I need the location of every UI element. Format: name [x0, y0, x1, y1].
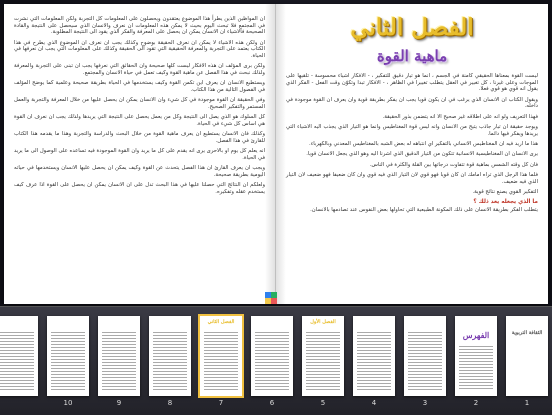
question-text: ما الذي يجعله يعد ذلك [478, 199, 538, 206]
app-logo-icon [265, 292, 277, 304]
paragraph: انه يعلم كل يوم او بالاحرى يرى انه يقدم على كل ما يريد وان القوة الموجودة فيه تساعده على الوصول الى ما يريد في الحياة. [14, 148, 265, 161]
paragraph: ان المواظين الذين يطرأ هذا الموضوع يعتقدون ويحصلون على المعلومات كل التجربة ولكن المعلومات التي نشرت في المجتمع فلا تبحث اليوم بحيث لا يمكن هذه المعلومات ان نعرف والانسان الذي سيحصل على النتيجة والقادة الصحيحة فالاشياء ان الانسان يمكن ان يحصل على المعرفة والفكر الذي يقود الى النتيجة المطلوبة. [14, 16, 265, 36]
paragraph: التفكير القوي يصنع نتائج قوية. [472, 189, 538, 196]
page-number: 9 [116, 399, 122, 407]
page-number: 4 [371, 399, 377, 407]
page-thumbnail[interactable] [353, 316, 395, 396]
page-number: 10 [63, 399, 73, 407]
thumbnail-text-lines [204, 330, 238, 390]
page-number: 2 [473, 399, 479, 407]
page-thumbnail[interactable] [302, 316, 344, 396]
paragraph: وفي الحقيقة ان القوة موجودة في كل شيء وان الانسان يمكن ان يحصل عليها من خلال المعرفة والتجربة والعمل المستمر والتفكير الصحيح. [14, 97, 265, 110]
thumbnail-text-lines [357, 330, 391, 390]
thumbnail-title: الفهرس [462, 330, 490, 340]
thumbnail-text-lines [306, 330, 340, 390]
paragraph: ويجب ان يعرف القارئ ان هذا الفصل يتحدث عن القوة وكيف يمكن ان يحصل عليها الانسان ويستخدمها في حياته اليومية بطريقة صحيحة. [14, 165, 265, 178]
page-thumbnail-strip[interactable] [0, 306, 552, 415]
page-thumbnail[interactable] [200, 316, 242, 396]
page-thumbnail[interactable] [455, 316, 497, 396]
paragraph: يرى الانسان ان المغناطيسية الانسانية تتكون من التيار الدقيق الذي اشرنا اليه وهو الذي يجعل الانسان قويا. [306, 151, 538, 158]
question-line [286, 199, 538, 206]
thumbnail-text-lines [102, 330, 136, 390]
paragraph: ويوجد حقيقة ان تيار جاذب يتيح من الانسان وانه ليس قوة المغناطيس وانما هو التيار الذي يجذب اليه الاشياء التي يريدها ويفكر فيها دائما. [286, 123, 538, 137]
thumbnail-title: الفصل الثاني [207, 319, 235, 325]
thumbnail-title: الثقافة التربوية [511, 330, 543, 336]
paragraph: فلما هذا الرجل الذي تراه امامك ان كان قويا فهو قوي لان التيار الذي فيه قوي وان كان ضعيفا فهو ضعيف لان التيار الذي فيه ضعيف. [286, 172, 538, 185]
page-thumbnail[interactable] [98, 316, 140, 396]
paragraph: ان ولكن هذه الاشياء لا يمكن ان نعرف الحقيقة بوضوح وكذلك يجب ان نعرف ان الموضوع الذي يطرح في هذا الكتاب يعتمد على التجربة والمعرفة الحقيقية التي تقود الى الحقيقة وكذلك على المعلومات التي يجب ان نعرفها في الحياة. [14, 39, 265, 59]
paragraph: كل السلوك هو الذي يصل الى النتيجة وكل من يعمل يحصل على النتيجة التي يريدها ولذلك يجب ان نعرف ان القوة هي اساس كل شيء في الحياة. [14, 114, 265, 127]
chapter-title: الفصل الثاني [350, 14, 474, 41]
page-thumbnail[interactable] [404, 316, 446, 396]
gutter-shadow [265, 4, 275, 304]
page-number: 5 [320, 399, 326, 407]
thumbnail-text-lines [153, 330, 187, 390]
page-number: 7 [218, 399, 224, 407]
paragraph: هذا ما اريد فيه ان المغناطيس الانساني بالتفكير اي انتباهه له بعض الشبه بالمغناطيس المعدني وبالكهرباء. [309, 140, 538, 147]
paragraph: ليست القوة بمعناها الحقيقي كامنة في الجسم ، انما هو تيار دقيق للتفكير ، - الافكار اشياء محسوسة - تلقيها على الموجات وعلى غيرنا ، كل تغيير في العقل يتطلب تغييرا في الظاهر ، - الافكار تبدا وتكوّن وقت الفعل - الفكر الذي يقول انه قوي هو قوي فعلا. [286, 73, 538, 93]
paragraph: يتطلب الفكر بطريقة الانسان على ذلك المكونة الطبيعية التي تحاولها بعض النفوس عند تصادمها بالانسان. [310, 207, 538, 214]
paragraph: ولعلكم ان النتائج التي حصلنا عليها في هذا البحث تدل على ان الانسان يمكن ان يحصل على القوة اذا عرف كيف يستخدم عقله وتفكيره. [14, 182, 265, 195]
question-mark: ؟ [473, 199, 477, 206]
page-thumbnail[interactable] [47, 316, 89, 396]
left-page[interactable] [4, 4, 276, 304]
paragraph: ويستطيع الانسان ان يعرف اين تكمن القوة وكيف يستخدمها في الحياة بطريقة صحيحة وعلمية كما يوضح المؤلف في الفصول التالية من هذا الكتاب. [14, 80, 265, 93]
open-book[interactable] [4, 4, 548, 304]
page-thumbnail[interactable] [251, 316, 293, 396]
page-number: 8 [167, 399, 173, 407]
paragraph: فهذا التعريف ولو انه على اطلاقه غير صحيح الا انه يتضمن بذور الحقيقة. [382, 113, 538, 120]
thumbnail-text-lines [255, 330, 289, 390]
right-page[interactable] [276, 4, 548, 304]
page-thumbnail[interactable] [506, 316, 548, 396]
page-thumbnail[interactable] [149, 316, 191, 396]
page-number: 3 [422, 399, 428, 407]
section-title: ماهية القوة [376, 47, 448, 65]
paragraph: وكذلك فان الانسان يستطيع ان يعرف ماهية القوة من خلال البحث والدراسة والتجربة وهذا ما يقدمه هذا الكتاب للقارئ في هذا الفصل. [14, 131, 265, 144]
page-thumbnail[interactable] [0, 316, 38, 396]
thumbnail-text-lines [0, 330, 34, 390]
thumbnail-title: الفصل الأول [310, 319, 336, 325]
paragraph: ولكن برى المؤلف ان هذه الافكار ليست كلها صحيحة وان الحقائق التي نعرفها يجب ان تبنى على التجربة والمعرفة ولذلك نبحث في هذا الفصل عن ماهية القوة وكيف تعمل في حياة الانسان والمجتمع. [14, 63, 265, 76]
paragraph: فان كل وقته الشمس بماهية قوة تتفاوت درجاتها بين القلة والكثرة في الناس. [369, 161, 538, 168]
gutter-shadow [276, 4, 286, 304]
paragraph: ويقول الكتاب ان الانسان الذي يرغب في ان يكون قويا يجب ان يفكر بطريقة قوية وان يعرف ان القوة موجودة في داخله. [286, 96, 538, 110]
page-number: 1 [524, 399, 530, 407]
thumbnail-text-lines [459, 344, 493, 390]
thumbnail-text-lines [51, 330, 85, 390]
page-number: 6 [269, 399, 275, 407]
thumbnail-text-lines [408, 330, 442, 390]
